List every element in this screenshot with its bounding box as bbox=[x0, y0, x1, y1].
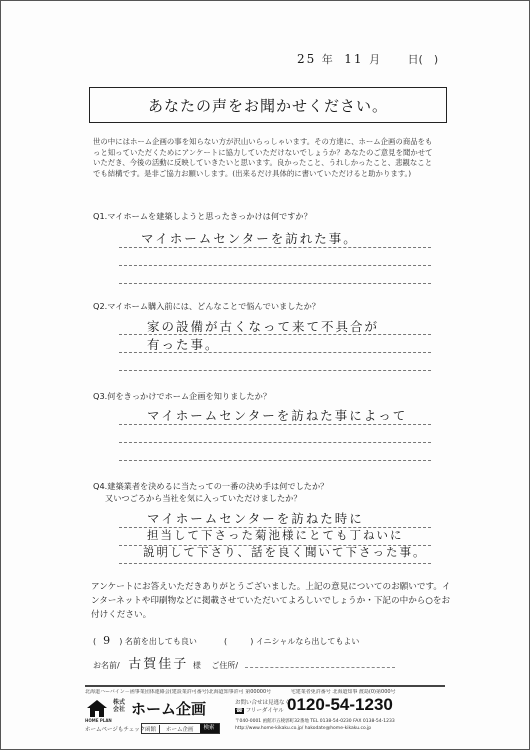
freedial-label: フリーダイヤル bbox=[245, 708, 284, 714]
company-address: 〒040-0001 函館市五稜郭町32番地 TEL 0138-54-0230 FAX 0138-54-1233 bbox=[235, 719, 395, 724]
q4-sublabel: 又いつごろから当社を気に入っていただけましたか？ bbox=[105, 493, 302, 503]
company-logo-icon bbox=[85, 698, 109, 718]
q3-label: Q3.何をきっかけでホーム企画を知りましたか？ bbox=[93, 391, 272, 401]
open-paren: ( bbox=[93, 637, 97, 646]
date-day-label: 日( ) bbox=[407, 53, 439, 66]
footer-fine-print-1: 北海道ハーバイン－函事業団体連絡会(建設業許可番号)北海道知事許可 第00000号 bbox=[85, 689, 272, 695]
name-row bbox=[93, 653, 395, 672]
freedial-row bbox=[235, 706, 284, 714]
answer-line bbox=[119, 460, 431, 461]
website-label: ホームページもチェック bbox=[85, 727, 146, 733]
close-paren: ) bbox=[250, 637, 254, 646]
option1-mark[interactable]: 9 bbox=[103, 634, 113, 647]
freedial-icon: ☎ bbox=[236, 708, 243, 714]
date-year-unit: 年 bbox=[321, 53, 333, 66]
name-label: お名前/ bbox=[93, 661, 120, 670]
search-button[interactable]: 検索 bbox=[200, 724, 219, 733]
date-month-unit: 月 bbox=[369, 53, 381, 66]
answer-line bbox=[119, 442, 431, 443]
intro-text: 世の中にはホーム企画の事を知らない方が沢山いらっしゃいます。その方達に、ホーム企画の商品をもっと知っていただくためにアンケートに協力していただけないでしょうか？あなたのご意見を聞かせていただき、今後の活動に反映していきたいと思います。良かったこと、うれしかったこと、悲観なことでも結構です。是非ご協力お願いします。(出来るだけ具体的に書いていただけると助かります。) bbox=[93, 137, 433, 178]
answer-line bbox=[119, 370, 431, 371]
answer-line bbox=[119, 247, 431, 248]
title-box bbox=[89, 87, 447, 123]
q2-label: Q2.マイホーム購入前には、どんなことで悩んでいましたか？ bbox=[93, 301, 320, 311]
brand-tag: HOME PLAN bbox=[85, 718, 112, 723]
phone-number[interactable]: 0120-54-1230 bbox=[287, 695, 393, 714]
footer-fine-print-2: 宅建業者免許番号 北海道知事 渡島(0)第000号 bbox=[290, 689, 396, 695]
name-value[interactable]: 古賀佳子 bbox=[128, 657, 189, 672]
close-paren: ) bbox=[119, 637, 123, 646]
search-prefix: 函館 bbox=[145, 726, 157, 733]
page-title: あなたの声をお聞かせください。 bbox=[147, 97, 388, 115]
company-footer bbox=[85, 689, 445, 739]
option1-label: 名前を出しても良い bbox=[124, 637, 197, 646]
name-suffix: 様 bbox=[192, 661, 201, 670]
company-prefix: 株式会社 bbox=[113, 699, 126, 713]
option2-label: イニシャルなら出してもよい bbox=[255, 637, 360, 646]
q1-answer-line1: マイホームセンターを訪れた事。 bbox=[141, 231, 358, 246]
answer-line bbox=[119, 265, 431, 266]
q4-answer-line2: 担当して下さった菊池様にとても丁ねいに bbox=[147, 528, 404, 542]
q4-answer-line1: マイホームセンターを訪ねた時に bbox=[147, 511, 364, 526]
publish-options bbox=[93, 634, 359, 647]
address-label: ご住所/ bbox=[211, 661, 239, 670]
q1-label: Q1.マイホームを建築しようと思ったきっかけは何ですか？ bbox=[93, 211, 312, 221]
answer-line bbox=[119, 283, 431, 284]
q2-answer-line2: 有った事。 bbox=[147, 337, 220, 352]
search-box[interactable] bbox=[141, 723, 220, 734]
open-paren: ( bbox=[223, 637, 228, 646]
consent-text: アンケートにお答えいただきありがとうございました。上記の意見についてのお願いです。インターネットや印刷物などに掲載させていただいてよろしいでしょうか・下記の中から○をお付けください。 bbox=[91, 582, 451, 620]
answer-line bbox=[119, 352, 431, 353]
answer-line bbox=[119, 424, 431, 425]
company-name: ホーム企画 bbox=[131, 700, 207, 718]
date-month: 11 bbox=[344, 52, 364, 66]
q4-label: Q4.建築業者を決めるに当たっての一番の決め手は何でしたか？ bbox=[93, 481, 329, 491]
date-year: 25 bbox=[297, 52, 317, 66]
footer-divider bbox=[85, 685, 445, 687]
contact-label: お問い合せは見逃なく bbox=[235, 700, 291, 706]
date-row bbox=[297, 51, 438, 67]
q3-answer-line1: マイホームセンターを訪ねた事によって bbox=[147, 408, 408, 423]
search-term: ホーム企画 bbox=[159, 725, 200, 733]
address-field[interactable] bbox=[245, 659, 395, 668]
answer-line bbox=[119, 563, 431, 564]
q2-answer-line1: 家の設備が古くなって来て不具合が bbox=[147, 319, 380, 334]
q4-answer-line3: 説明して下さり、話を良く聞いて下さった事。 bbox=[143, 545, 427, 559]
company-email: http://www.home-kikaku.co.jp/ hakodate@home-kikaku.co.jp bbox=[235, 726, 372, 731]
